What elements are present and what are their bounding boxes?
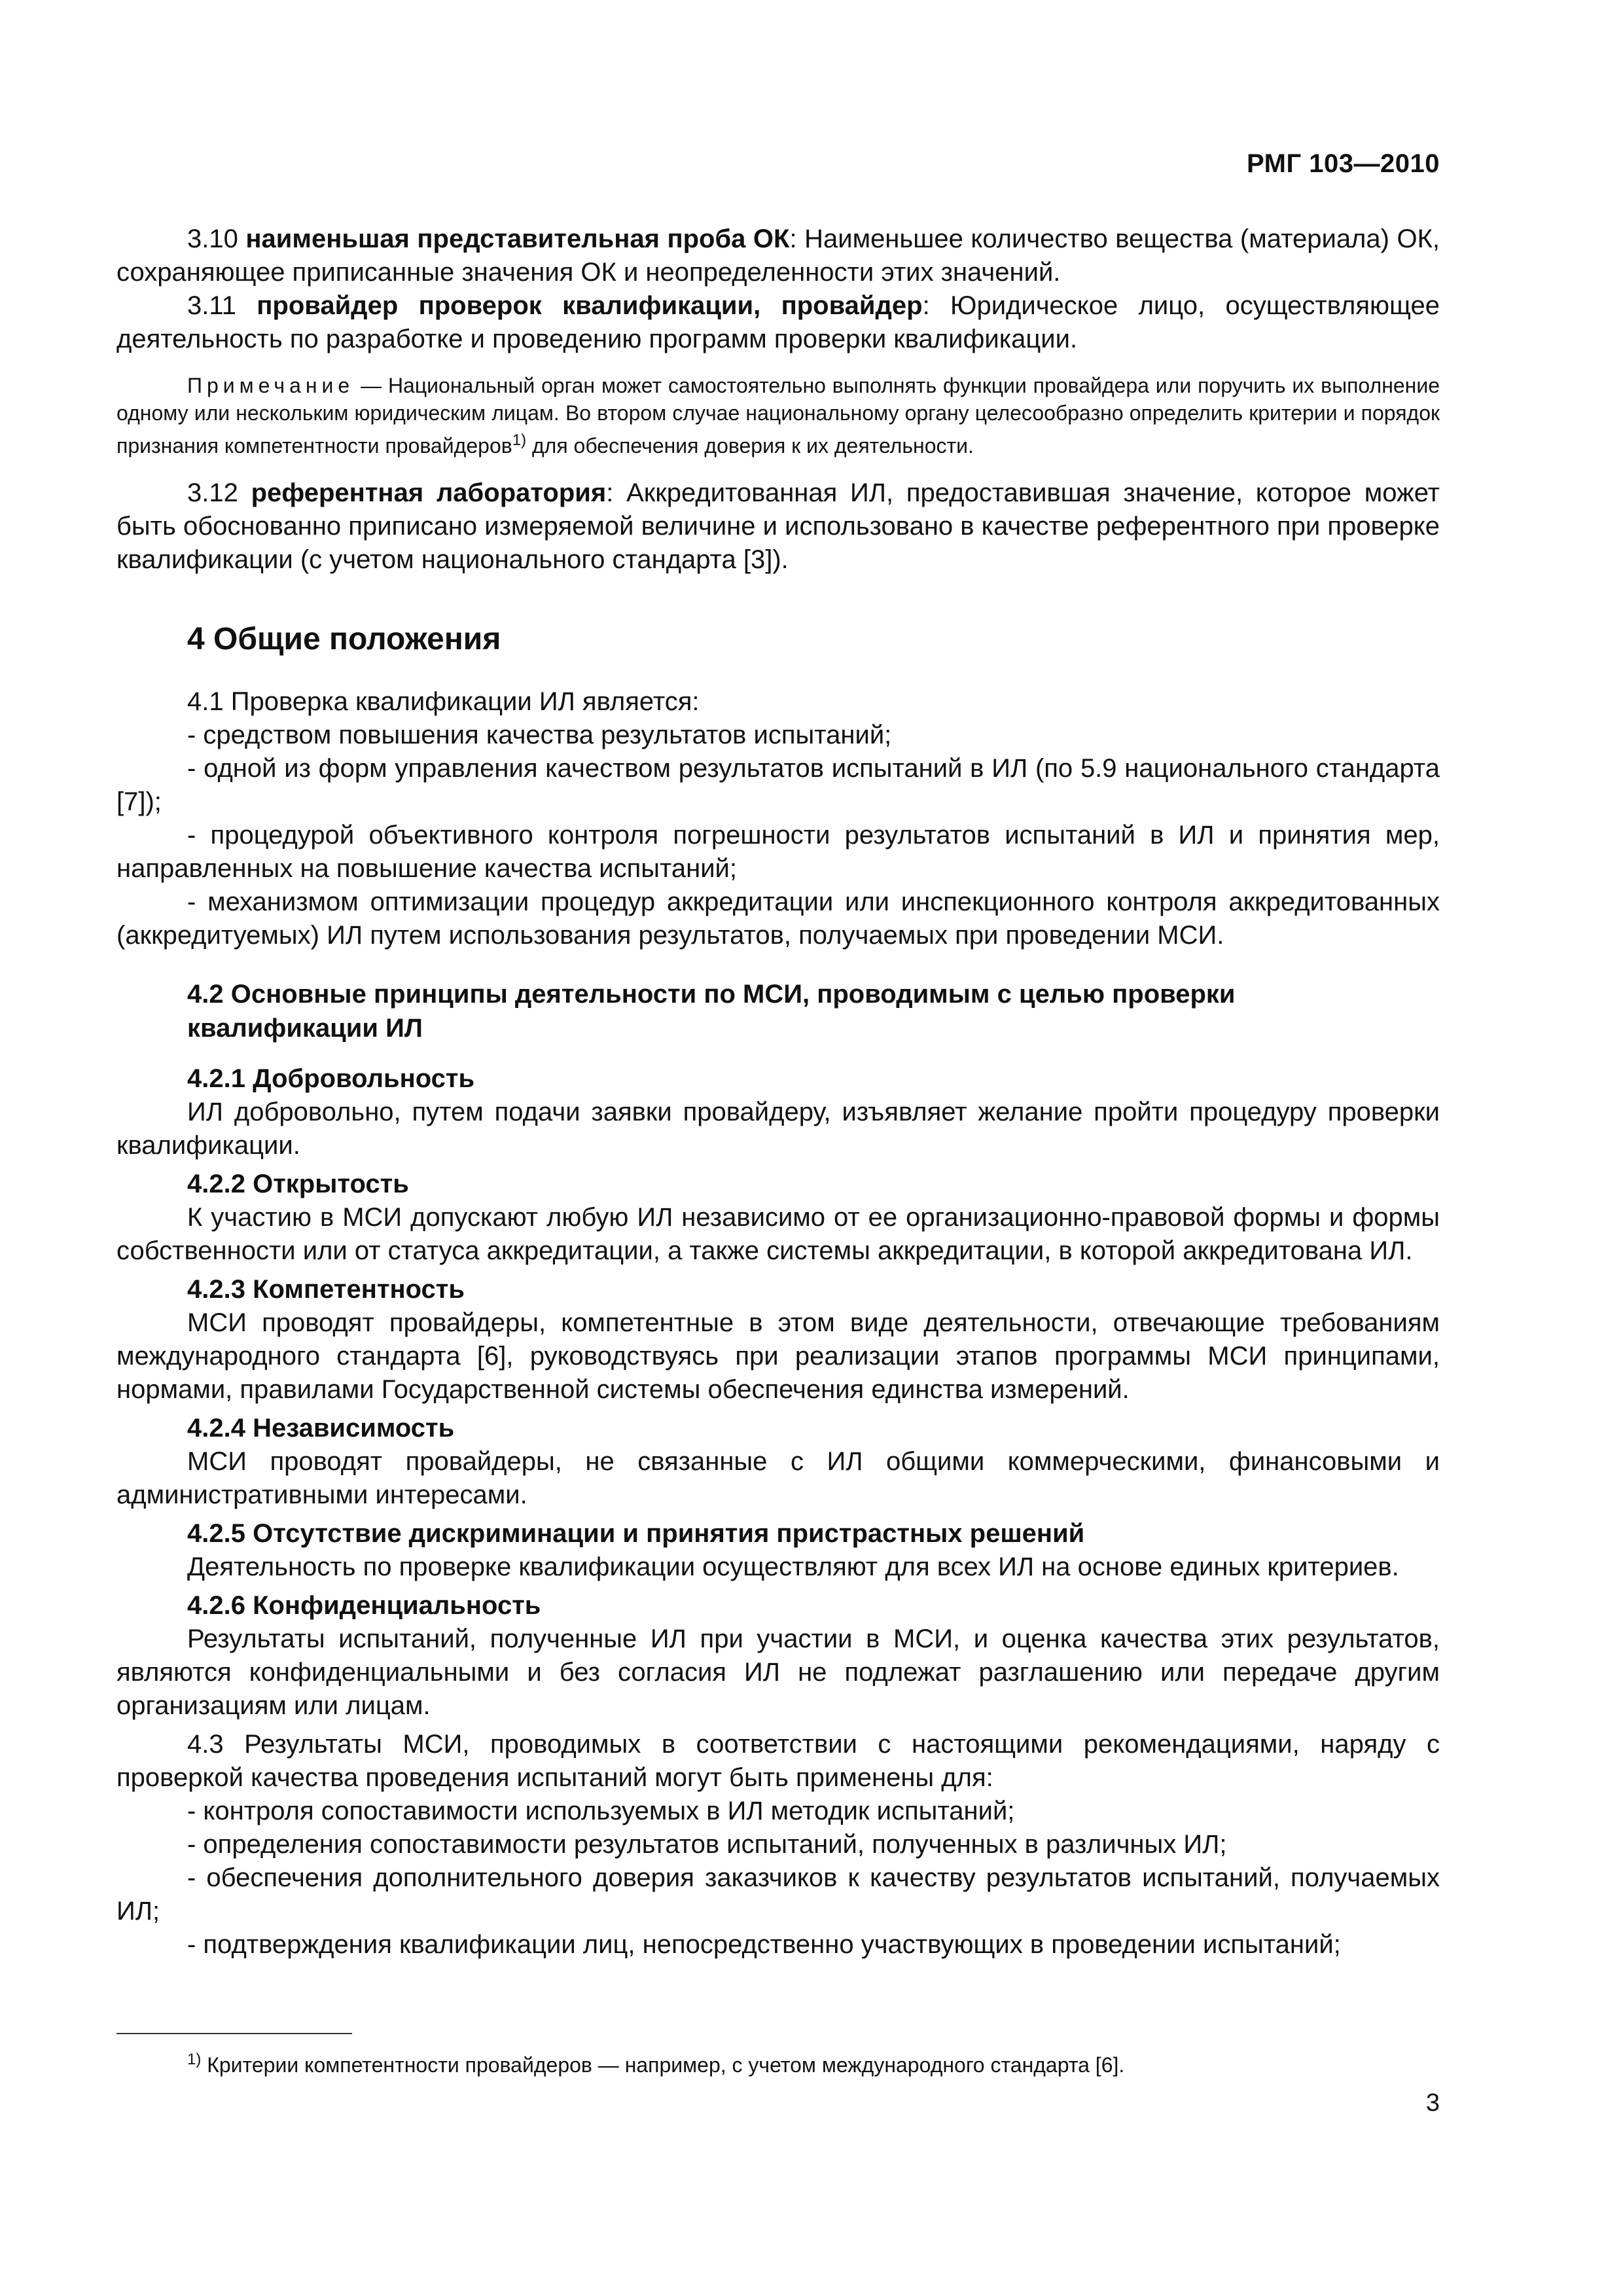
principle-heading: 4.2.1 Добровольность: [187, 1064, 475, 1093]
list-item: - определения сопоставимости результатов испытаний, полученных в различных ИЛ;: [187, 1830, 1227, 1859]
term: наименьшая представительная проба ОК: [245, 224, 790, 253]
principle-text: К участию в МСИ допускают любую ИЛ независимо от ее организационно-правовой формы и формы собственности или от статуса аккредитации, а также системы аккредитации, в которой аккредитована ИЛ.: [116, 1203, 1440, 1265]
footnote-divider: [116, 2033, 352, 2034]
section-heading: 4 Общие положения: [187, 622, 501, 656]
principle-heading: 4.2.4 Независимость: [187, 1414, 455, 1443]
clause-3-10: [116, 223, 1440, 289]
principle-heading: 4.2.2 Открытость: [187, 1170, 409, 1198]
footnote: [187, 2046, 1124, 2079]
list-item: - подтверждения квалификации лиц, непосредственно участвующих в проведении испытаний;: [187, 1930, 1341, 1959]
list-item: - механизмом оптимизации процедур аккредитации или инспекционного контроля аккредитованных (аккредитуемых) ИЛ путем использования результатов, получаемых при проведении МСИ.: [116, 888, 1440, 950]
note-label: Примечание: [187, 374, 355, 397]
principle-text: МСИ проводят провайдеры, не связанные с ИЛ общими коммерческими, финансовыми и административными интересами.: [116, 1447, 1440, 1509]
note-text-end: для обеспечения доверия к их деятельности.: [526, 434, 974, 457]
page-body: [116, 223, 1440, 1962]
list-item: - средством повышения качества результатов испытаний;: [187, 721, 892, 749]
footnote-text: Критерии компетентности провайдеров — например, с учетом международного стандарта [6].: [201, 2053, 1125, 2077]
definition: : Аккредитованная ИЛ, предоставившая значение, которое может быть обоснованно приписано измеряемой величине и использовано в качестве референтного при проверке квалификации (с учетом национального стандарта [3]).: [116, 478, 1440, 574]
document-code: РМГ 103—2010: [1247, 149, 1440, 178]
clause-number: 3.10: [187, 224, 238, 253]
clause-3-11: [116, 289, 1440, 356]
footnote-marker: 1): [187, 2051, 202, 2068]
definition: : Наименьшее количество вещества (материала) ОК, сохраняющее приписанные значения ОК и неопределенности этих значений.: [116, 224, 1440, 287]
principle-text: Деятельность по проверке квалификации осуществляют для всех ИЛ на основе единых критериев.: [187, 1552, 1399, 1581]
term: референтная лаборатория: [251, 478, 607, 507]
note: [116, 372, 1440, 459]
list-item: - обеспечения дополнительного доверия заказчиков к качеству результатов испытаний, получаемых ИЛ;: [116, 1863, 1440, 1926]
clause-3-12: [116, 476, 1440, 577]
clause-4-1-intro: 4.1 Проверка квалификации ИЛ является:: [187, 687, 700, 716]
clause-number: 3.11: [187, 291, 236, 320]
principle-text: МСИ проводят провайдеры, компетентные в этом виде деятельности, отвечающие требованиям международного стандарта [6], руководствуясь при реализации этапов программы МСИ принципами, нормами, правилами Государственной системы обеспечения единства измерений.: [116, 1308, 1440, 1404]
principle-heading: 4.2.5 Отсутствие дискриминации и принятия пристрастных решений: [187, 1519, 1085, 1548]
list-item: - контроля сопоставимости используемых в ИЛ методик испытаний;: [187, 1797, 1015, 1825]
clause-number: 3.12: [187, 478, 238, 507]
principle-text: Результаты испытаний, полученные ИЛ при участии в МСИ, и оценка качества этих результатов, являются конфиденциальными и без согласия ИЛ не подлежат разглашению или передаче другим организациям или лицам.: [116, 1624, 1440, 1720]
footnote-ref: 1): [512, 431, 527, 449]
definition: : Юридическое лицо, осуществляющее деятельность по разработке и проведению программ проверки квалификации.: [116, 291, 1440, 353]
clause-4-3-intro: 4.3 Результаты МСИ, проводимых в соответствии с настоящими рекомендациями, наряду с проверкой качества проведения испытаний могут быть применены для:: [116, 1730, 1440, 1792]
principle-text: ИЛ добровольно, путем подачи заявки провайдеру, изъявляет желание пройти процедуру проверки квалификации.: [116, 1098, 1440, 1160]
term: провайдер проверок квалификации, провайдер: [257, 291, 923, 320]
principle-heading: 4.2.3 Компетентность: [187, 1275, 465, 1304]
list-item: - процедурой объективного контроля погрешности результатов испытаний в ИЛ и принятия мер, направленных на повышение качества испытаний;: [116, 821, 1440, 883]
list-item: - одной из форм управления качеством результатов испытаний в ИЛ (по 5.9 национального стандарта [7]);: [116, 754, 1440, 816]
principle-heading: 4.2.6 Конфиденциальность: [187, 1591, 541, 1620]
note-text: — Национальный орган может самостоятельно выполнять функции провайдера или поручить их выполнение одному или нескольким юридическим лицам. Во втором случае национальному органу целесообразно определить критерии и порядок признания компетентности провайдеров: [116, 374, 1440, 457]
page-number: 3: [1425, 2089, 1440, 2117]
subsection-heading: 4.2 Основные принципы деятельности по МСИ, проводимым с целью проверки квалификации ИЛ: [187, 980, 1236, 1043]
